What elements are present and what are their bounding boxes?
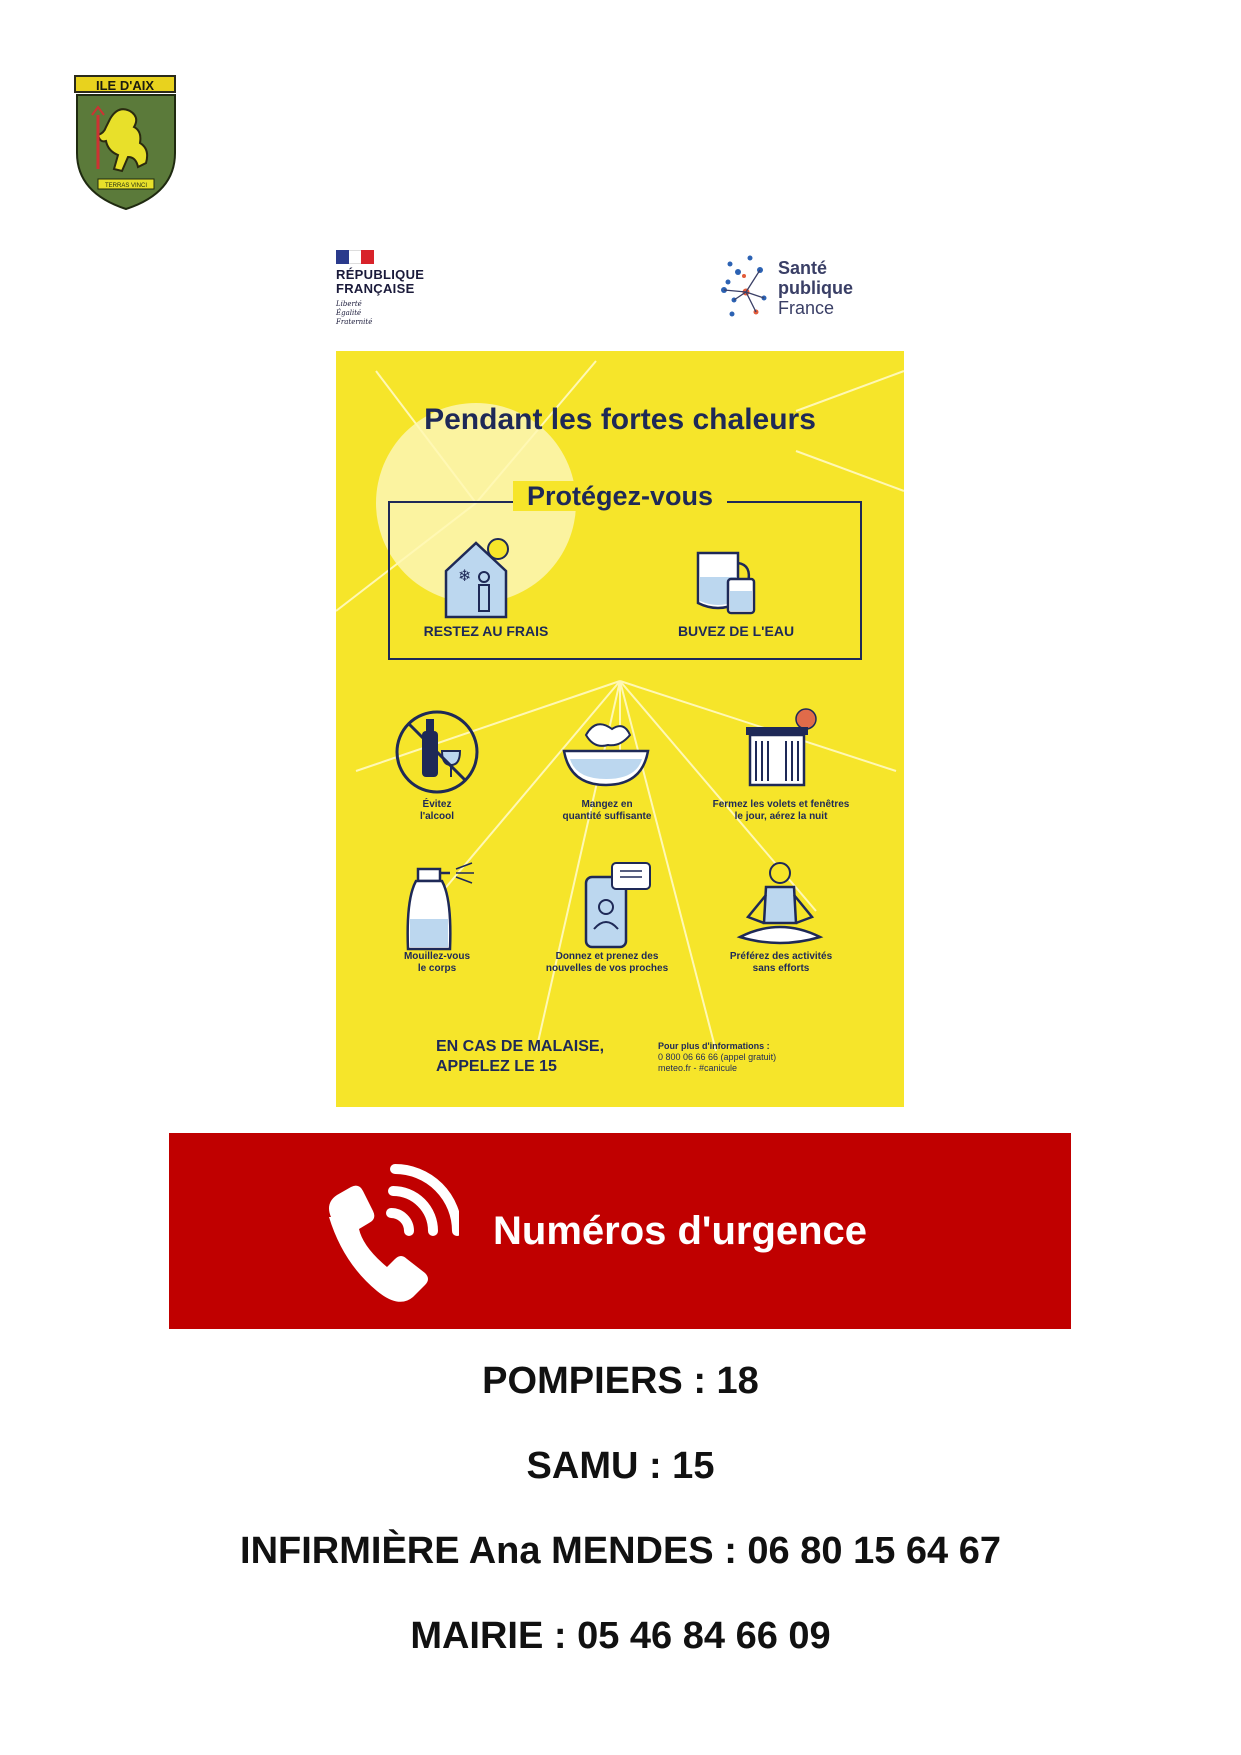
info-line1: Pour plus d'informations : <box>658 1041 770 1051</box>
tip-4-line2: le corps <box>417 963 457 974</box>
tip-4-line1: Mouillez-vous <box>403 951 471 962</box>
tip-3-line2: le jour, aérez la nuit <box>734 811 828 822</box>
rf-motto-1: Liberté <box>336 300 362 308</box>
sp-line3: France <box>778 298 835 318</box>
tip-1-line2: l'alcool <box>419 811 455 822</box>
banner-title: Numéros d'urgence <box>493 1209 868 1253</box>
info-line2: 0 800 06 66 66 (appel gratuit) <box>658 1052 777 1062</box>
network-dots-icon <box>720 248 776 328</box>
french-flag-icon <box>336 250 374 264</box>
protect-item-2: BUVEZ DE L'EAU <box>677 623 795 639</box>
lion-shield-icon <box>74 75 178 213</box>
protect-title: Protégez-vous <box>513 481 727 511</box>
contact-mairie: MAIRIE : 05 46 84 66 09 <box>410 1615 831 1657</box>
rf-name-line2: FRANÇAISE <box>336 281 415 296</box>
tip-6-line1: Préférez des activités <box>729 951 833 962</box>
tip-2-line1: Mangez en <box>581 799 633 810</box>
spray-bottle-icon <box>392 859 482 959</box>
emergency-banner <box>169 1133 1071 1329</box>
water-jug-icon <box>688 533 778 623</box>
phone-message-icon <box>576 857 666 957</box>
food-bowl-icon <box>556 715 656 795</box>
info-line3: meteo.fr - #canicule <box>658 1063 738 1073</box>
ile-daix-crest-logo <box>74 75 178 213</box>
crest-motto: TERRAS VINCI <box>104 183 148 189</box>
contact-samu: SAMU : 15 <box>526 1445 715 1487</box>
tip-6-line2: sans efforts <box>752 963 810 974</box>
contact-infirmiere: INFIRMIÈRE Ana MENDES : 06 80 15 64 67 <box>240 1530 1001 1572</box>
republique-francaise-logo <box>336 250 446 330</box>
protect-item-1: RESTEZ AU FRAIS <box>423 623 549 639</box>
sp-line1: Santé <box>778 258 828 278</box>
meditation-icon <box>730 857 830 957</box>
poster-yellow-panel <box>336 351 904 1107</box>
sante-publique-france-logo <box>720 248 890 328</box>
phone-ringing-icon <box>309 1163 459 1303</box>
no-alcohol-icon <box>392 707 482 797</box>
tip-5-line2: nouvelles de vos proches <box>545 963 669 974</box>
tip-2-line2: quantité suffisante <box>562 811 652 822</box>
rf-motto-2: Égalité <box>336 309 362 317</box>
tip-1-line1: Évitez <box>422 799 452 810</box>
crest-label: ILE D'AIX <box>74 75 176 93</box>
svg-text:❄: ❄ <box>458 566 472 585</box>
contact-pompiers: POMPIERS : 18 <box>482 1360 759 1402</box>
tip-3-line1: Fermez les volets et fenêtres <box>712 799 850 810</box>
sp-line2: publique <box>778 278 853 298</box>
malaise-line1: EN CAS DE MALAISE, <box>436 1038 605 1055</box>
house-snow-icon <box>436 531 516 621</box>
rf-name-line1: RÉPUBLIQUE <box>336 267 425 282</box>
rf-motto-3: Fraternité <box>336 318 373 326</box>
tip-5-line1: Donnez et prenez des <box>555 951 659 962</box>
malaise-line2: APPELEZ LE 15 <box>436 1058 557 1075</box>
shutters-icon <box>736 703 826 793</box>
poster-title: Pendant les fortes chaleurs <box>424 403 816 436</box>
